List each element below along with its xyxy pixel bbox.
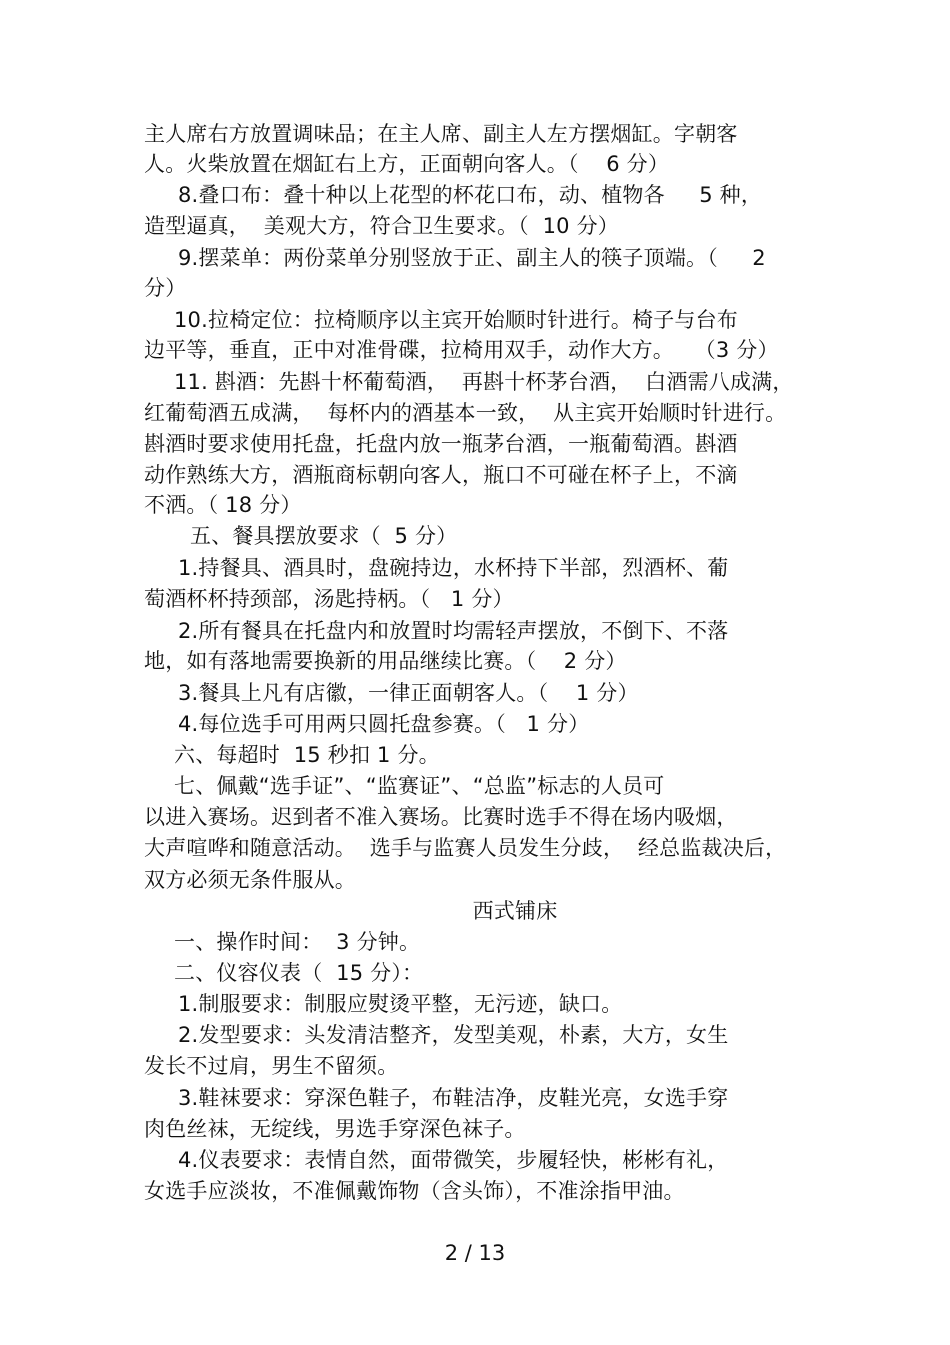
section-heading: 一、操作时间： 3 分钟。 [174,930,421,954]
text-line: 地，如有落地需要换新的用品继续比赛。（ 2 分） [144,649,627,673]
text-line: 9.摆菜单：两份菜单分别竖放于正、副主人的筷子顶端。（ 2 [178,246,766,270]
text-line: 动作熟练大方，酒瓶商标朝向客人，瓶口不可碰在杯子上，不滴 [144,463,738,487]
text-line: 红葡萄酒五成满， 每杯内的酒基本一致， 从主宾开始顺时针进行。 [144,401,787,425]
text-line: 2.发型要求：头发清洁整齐，发型美观，朴素，大方，女生 [178,1023,729,1047]
section-heading: 六、每超时 15 秒扣 1 分。 [174,743,440,767]
text-line: 肉色丝袜，无绽线，男选手穿深色袜子。 [144,1117,526,1141]
text-line: 大声喧哗和随意活动。 选手与监赛人员发生分歧， 经总监裁决后， [144,836,787,860]
text-line: 1.持餐具、酒具时，盘碗持边，水杯持下半部，烈酒杯、葡 [178,556,729,580]
text-line: 分） [144,276,187,300]
page-number: 2 / 13 [444,1241,506,1265]
text-line: 1.制服要求：制服应熨烫平整，无污迹，缺口。 [178,992,623,1016]
text-line: 萄酒杯杯持颈部，汤匙持柄。（ 1 分） [144,587,514,611]
section-heading: 五、餐具摆放要求（ 5 分） [190,524,458,548]
text-line: 女选手应淡妆，不准佩戴饰物（含头饰），不准涂指甲油。 [144,1179,685,1203]
text-line: 10.拉椅定位：拉椅顺序以主宾开始顺时针进行。椅子与台布 [174,308,738,332]
text-line: 发长不过肩，男生不留须。 [144,1054,399,1078]
text-line: 4.每位选手可用两只圆托盘参赛。（ 1 分） [178,712,590,736]
text-line: 人。火柴放置在烟缸右上方，正面朝向客人。（ 6 分） [144,152,670,176]
text-line: 双方必须无条件服从。 [144,868,356,892]
text-line: 11. 斟酒：先斟十杯葡萄酒， 再斟十杯茅台酒， 白酒需八成满， [174,370,794,394]
text-line: 边平等，垂直，正中对准骨碟，拉椅用双手，动作大方。 （3 分） [144,338,779,362]
section-title: 西式铺床 [472,899,558,923]
text-line: 不洒。（ 18 分） [144,493,302,517]
text-line: 3.餐具上凡有店徽，一律正面朝客人。（ 1 分） [178,681,639,705]
text-line: 4.仪表要求：表情自然，面带微笑，步履轻快，彬彬有礼， [178,1148,729,1172]
section-heading: 七、佩戴“选手证”、“监赛证”、“总监”标志的人员可 [174,774,665,798]
text-line: 2.所有餐具在托盘内和放置时均需轻声摆放，不倒下、不落 [178,619,729,643]
text-line: 斟酒时要求使用托盘，托盘内放一瓶茅台酒，一瓶葡萄酒。斟酒 [144,432,738,456]
text-line: 造型逼真， 美观大方，符合卫生要求。（ 10 分） [144,214,619,238]
text-line: 8.叠口布：叠十种以上花型的杯花口布，动、植物各 5 种， [178,183,763,207]
text-line: 以进入赛场。迟到者不准入赛场。比赛时选手不得在场内吸烟， [144,805,738,829]
text-line: 3.鞋袜要求：穿深色鞋子，布鞋洁净，皮鞋光亮，女选手穿 [178,1086,729,1110]
section-heading: 二、仪容仪表（ 15 分）： [174,961,424,985]
text-line: 主人席右方放置调味品；在主人席、副主人左方摆烟缸。字朝客 [144,122,738,146]
